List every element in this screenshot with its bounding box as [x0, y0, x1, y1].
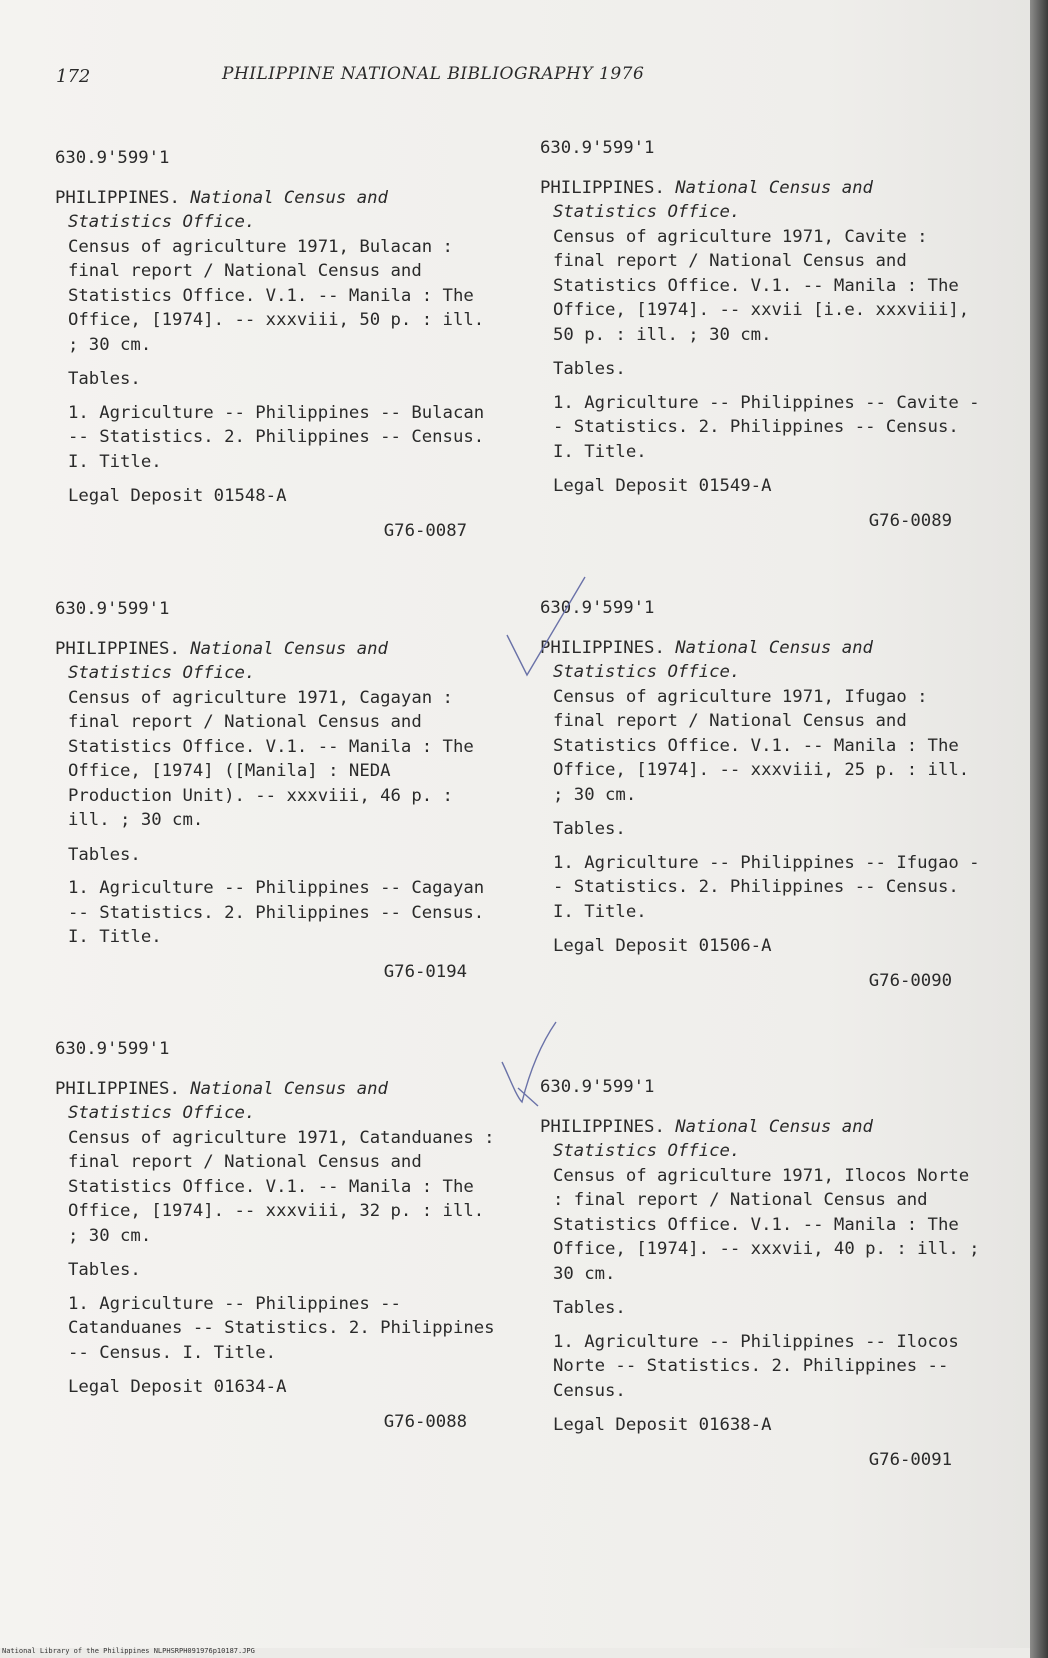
entry-body: Census of agriculture 1971, Ifugao : final report / National Census and Statistics Office. V.1. -- Manila : The Office, [1974]. -- xxxviii, 25 p. : ill. ; 30 cm.: [553, 686, 970, 805]
entry-body: Census of agriculture 1971, Cavite : final report / National Census and Statistics Office. V.1. -- Manila : The Office, [1974]. -- xxvii [i.e. xxxviii], 50 p. : ill. ; 30 cm.: [553, 226, 970, 345]
call-number: 630.9'599'1: [55, 1039, 170, 1059]
bib-entry: [55, 146, 503, 543]
entry-note: Tables.: [68, 369, 141, 389]
entry-body: Census of agriculture 1971, Ilocos Norte : final report / National Census and Statistics Office. V.1. -- Manila : The Office, [1974]. -- xxxvii, 40 p. : ill. ; 30 cm.: [553, 1165, 980, 1284]
page-number: 172: [56, 66, 91, 87]
entry-note: Tables.: [553, 359, 626, 379]
heading-sub: Statistics Office.: [553, 662, 741, 682]
bib-entry: [55, 1037, 503, 1434]
entry-note: Tables.: [68, 1260, 141, 1280]
heading-sub: Statistics Office.: [68, 663, 256, 683]
entry-body: Census of agriculture 1971, Catanduanes : final report / National Census and Statistics Office. V.1. -- Manila : The Office, [1974]. -- xxxviii, 32 p. : ill. ; 30 cm.: [68, 1127, 495, 1246]
heading-sub: National Census and: [190, 1078, 388, 1099]
heading-sub: National Census and: [190, 638, 388, 659]
scan-footer: National Library of the Philippines NLPHSRPH091976p10187.JPG: [2, 1647, 255, 1655]
entry-tracings: 1. Agriculture -- Philippines -- Cavite -- Statistics. 2. Philippines -- Census. I. Title.: [553, 392, 980, 462]
heading-main: PHILIPPINES.: [55, 187, 180, 208]
entry-tracings: 1. Agriculture -- Philippines -- Bulacan -- Statistics. 2. Philippines -- Census. I. Title.: [68, 402, 485, 472]
bib-entry: [540, 136, 988, 533]
control-number: G76-0088: [383, 1411, 467, 1432]
control-number: G76-0194: [383, 961, 467, 982]
entry-tracings: 1. Agriculture -- Philippines -- Cagayan -- Statistics. 2. Philippines -- Census. I. Title.: [68, 878, 485, 947]
checkmark-icon: [505, 575, 595, 685]
entry-note: Tables.: [553, 819, 626, 839]
heading-sub: National Census and: [675, 1116, 873, 1137]
entry-note: Tables.: [68, 844, 141, 865]
heading-sub: Statistics Office.: [553, 202, 741, 222]
bib-entry: [55, 597, 503, 984]
control-number: G76-0091: [868, 1449, 952, 1470]
call-number: 630.9'599'1: [55, 599, 170, 619]
entry-body: Census of agriculture 1971, Bulacan : final report / National Census and Statistics Office. V.1. -- Manila : The Office, [1974]. -- xxxviii, 50 p. : ill. ; 30 cm.: [68, 236, 485, 355]
heading-sub: National Census and: [675, 637, 873, 658]
page-title: PHILIPPINE NATIONAL BIBLIOGRAPHY 1976: [222, 64, 645, 84]
bib-entry: [540, 1075, 988, 1472]
heading-main: PHILIPPINES.: [540, 177, 665, 198]
heading-main: PHILIPPINES.: [55, 638, 180, 659]
legal-deposit: Legal Deposit 01506-A: [553, 936, 772, 956]
control-number: G76-0087: [383, 520, 467, 541]
call-number: 630.9'599'1: [540, 1077, 655, 1097]
legal-deposit: Legal Deposit 01548-A: [68, 486, 287, 506]
heading-sub: Statistics Office.: [68, 212, 256, 232]
heading-main: PHILIPPINES.: [540, 637, 665, 658]
legal-deposit: Legal Deposit 01634-A: [68, 1377, 287, 1397]
heading-main: PHILIPPINES.: [540, 1116, 665, 1137]
heading-sub: National Census and: [190, 187, 388, 208]
corporate-heading: [55, 1077, 503, 1102]
heading-sub: Statistics Office.: [68, 1103, 256, 1123]
entry-tracings: 1. Agriculture -- Philippines -- Catanduanes -- Statistics. 2. Philippines -- Census. I. Title.: [68, 1293, 495, 1363]
legal-deposit: Legal Deposit 01549-A: [553, 476, 772, 496]
corporate-heading: [540, 176, 988, 201]
corporate-heading: [55, 186, 503, 211]
checkmark-icon: [498, 1018, 568, 1108]
heading-sub: Statistics Office.: [553, 1141, 741, 1161]
page-edge-shadow: [1030, 0, 1048, 1658]
heading-sub: National Census and: [675, 177, 873, 198]
entry-tracings: 1. Agriculture -- Philippines -- Ifugao -- Statistics. 2. Philippines -- Census. I. Title.: [553, 852, 980, 922]
call-number: 630.9'599'1: [540, 138, 655, 158]
corporate-heading: [540, 636, 988, 661]
corporate-heading: [540, 1115, 988, 1140]
bib-entry: [540, 596, 988, 993]
heading-main: PHILIPPINES.: [55, 1078, 180, 1099]
legal-deposit: Legal Deposit 01638-A: [553, 1415, 772, 1435]
corporate-heading: [55, 637, 503, 662]
call-number: 630.9'599'1: [540, 598, 655, 618]
call-number: 630.9'599'1: [55, 148, 170, 168]
entry-note: Tables.: [553, 1298, 626, 1318]
entry-body: Census of agriculture 1971, Cagayan : final report / National Census and Statistics Office. V.1. -- Manila : The Office, [1974] ([Manila] : NEDA Production Unit). -- xxxviii, 46 p. : ill. ; 30 cm.: [68, 687, 474, 830]
control-number: G76-0090: [868, 970, 952, 991]
control-number: G76-0089: [868, 510, 952, 531]
entry-tracings: 1. Agriculture -- Philippines -- Ilocos Norte -- Statistics. 2. Philippines -- Census.: [553, 1331, 959, 1401]
